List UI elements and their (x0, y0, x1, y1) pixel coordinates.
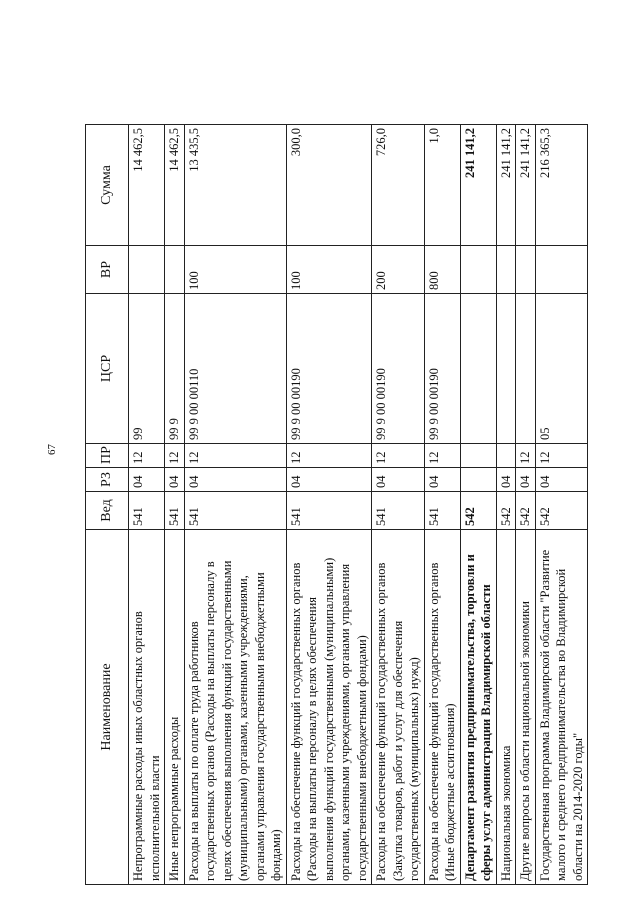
cell-pr: 12 (424, 444, 460, 468)
table-row (496, 125, 516, 885)
cell-vr: 800 (424, 246, 460, 294)
cell-csr (516, 294, 536, 444)
cell-pr: 12 (184, 444, 286, 468)
cell-csr (496, 294, 516, 444)
cell-name: Расходы на обеспечение функций государственных органов (Расходы на выплаты персоналу в целях обеспечения выполнения функций государственными (муниципальными) органами, казенными учреждениями, органами управления государственными внебюджетными фондами) (286, 530, 372, 885)
cell-ved: 542 (535, 492, 588, 530)
header-sum: Сумма (86, 125, 129, 246)
table-row (372, 125, 425, 885)
cell-pr: 12 (516, 444, 536, 468)
cell-csr: 99 9 00 00190 (424, 294, 460, 444)
cell-pr (460, 444, 496, 468)
cell-ved: 541 (184, 492, 286, 530)
cell-name: Национальная экономика (496, 530, 516, 885)
cell-name: Другие вопросы в области национальной экономики (516, 530, 536, 885)
cell-sum: 216 365,3 (535, 125, 588, 246)
cell-sum: 14 462,5 (165, 125, 185, 246)
table-row (424, 125, 460, 885)
cell-ved: 542 (496, 492, 516, 530)
cell-pr (496, 444, 516, 468)
cell-ved: 542 (460, 492, 496, 530)
header-ved: Вед (86, 492, 129, 530)
cell-rz: 04 (165, 468, 185, 492)
table-row (535, 125, 588, 885)
table-row (516, 125, 536, 885)
cell-ved: 541 (372, 492, 425, 530)
cell-ved: 542 (516, 492, 536, 530)
cell-vr (535, 246, 588, 294)
cell-ved: 541 (286, 492, 372, 530)
header-name: Наименование (86, 530, 129, 885)
cell-name: Расходы на обеспечение функций государственных органов (Иные бюджетные ассигнования) (424, 530, 460, 885)
cell-rz: 04 (286, 468, 372, 492)
cell-rz: 04 (129, 468, 165, 492)
cell-pr: 12 (535, 444, 588, 468)
cell-pr: 12 (165, 444, 185, 468)
cell-sum: 241 141,2 (460, 125, 496, 246)
cell-csr: 99 (129, 294, 165, 444)
cell-rz: 04 (184, 468, 286, 492)
cell-sum: 726,0 (372, 125, 425, 246)
cell-rz: 04 (535, 468, 588, 492)
header-rz: РЗ (86, 468, 129, 492)
cell-name: Иные непрограммные расходы (165, 530, 185, 885)
cell-sum: 241 141,2 (496, 125, 516, 246)
cell-name: Непрограммные расходы иных областных органов исполнительной власти (129, 530, 165, 885)
cell-pr: 12 (129, 444, 165, 468)
header-vr: ВР (86, 246, 129, 294)
table-row (184, 125, 286, 885)
table-row (165, 125, 185, 885)
cell-sum: 300,0 (286, 125, 372, 246)
cell-vr (460, 246, 496, 294)
cell-sum: 241 141,2 (516, 125, 536, 246)
table-row (286, 125, 372, 885)
header-csr: ЦСР (86, 294, 129, 444)
cell-rz: 04 (516, 468, 536, 492)
page-number: 67 (46, 444, 58, 455)
table-row (460, 125, 496, 885)
cell-name: Департамент развития предпринимательства, торговли и сферы услуг администрации Владимирской области (460, 530, 496, 885)
cell-vr: 200 (372, 246, 425, 294)
cell-ved: 541 (424, 492, 460, 530)
cell-rz (460, 468, 496, 492)
cell-sum: 1,0 (424, 125, 460, 246)
cell-csr: 99 9 00 00190 (286, 294, 372, 444)
budget-table-container (85, 125, 605, 885)
cell-vr: 100 (184, 246, 286, 294)
cell-pr: 12 (286, 444, 372, 468)
cell-csr: 99 9 00 00110 (184, 294, 286, 444)
cell-pr: 12 (372, 444, 425, 468)
cell-csr (460, 294, 496, 444)
cell-vr (496, 246, 516, 294)
cell-name: Государственная программа Владимирской области "Развитие малого и среднего предпринимательства во Владимирской области на 2014-2020 годы" (535, 530, 588, 885)
cell-name: Расходы на обеспечение функций государственных органов (Закупка товаров, работ и услуг для обеспечения государственных (муниципальных) нужд) (372, 530, 425, 885)
cell-sum: 13 435,5 (184, 125, 286, 246)
cell-rz: 04 (372, 468, 425, 492)
cell-vr (129, 246, 165, 294)
cell-vr (516, 246, 536, 294)
cell-csr: 99 9 00 00190 (372, 294, 425, 444)
budget-table (85, 124, 588, 885)
cell-vr: 100 (286, 246, 372, 294)
cell-sum: 14 462,5 (129, 125, 165, 246)
cell-ved: 541 (165, 492, 185, 530)
cell-name: Расходы на выплаты по оплате труда работников государственных органов (Расходы на выплаты персоналу в целях обеспечения выполнения функций государственными (муниципальными) органами, казенными учреждениями, органами управления государственными внебюджетными фондами) (184, 530, 286, 885)
cell-vr (165, 246, 185, 294)
cell-ved: 541 (129, 492, 165, 530)
cell-rz: 04 (424, 468, 460, 492)
table-row (129, 125, 165, 885)
table-header-row (86, 125, 129, 885)
cell-csr: 99 9 (165, 294, 185, 444)
cell-rz: 04 (496, 468, 516, 492)
cell-csr: 05 (535, 294, 588, 444)
header-pr: ПР (86, 444, 129, 468)
